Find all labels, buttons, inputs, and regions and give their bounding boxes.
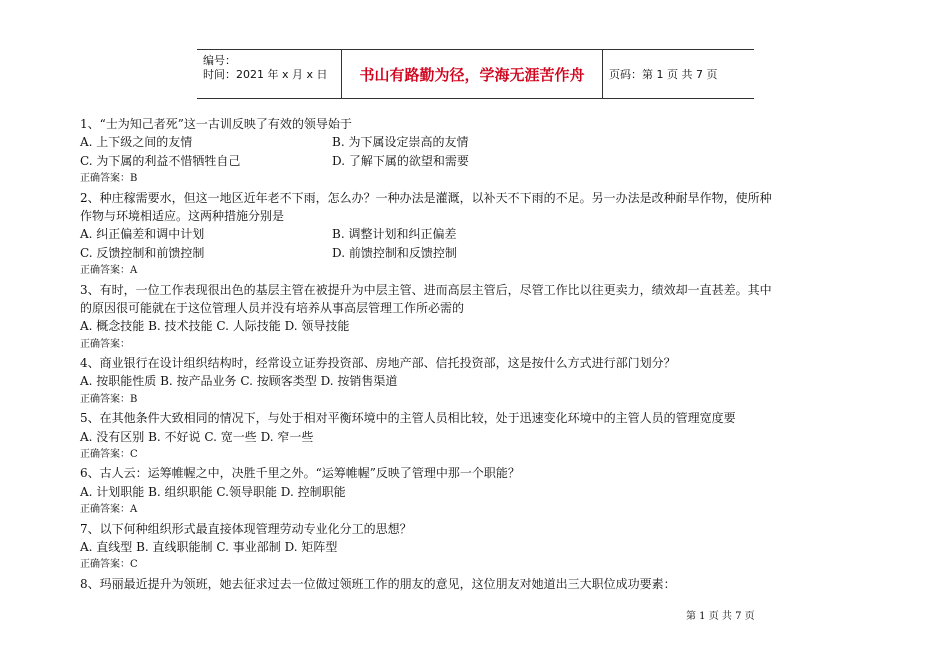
- header-meta-cell: [197, 50, 342, 98]
- header-motto: 书山有路勤为径，学海无涯苦作舟: [342, 50, 603, 98]
- question-4-text: 4、商业银行在设计组织结构时，经常设立证券投资部、房地产部、信托投资部，这是按什么方式进行部门划分？: [80, 356, 676, 371]
- question-6-options: A. 计划职能 B. 组织职能 C.领导职能 D. 控制职能: [80, 484, 346, 499]
- option-b: B. 调整计划和纠正偏差: [332, 227, 457, 242]
- question-5-options: A. 没有区别 B. 不好说 C. 宽一些 D. 窄一些: [80, 429, 314, 444]
- question-2-options-ab: [80, 225, 880, 243]
- question-3-answer: 正确答案：: [80, 338, 130, 350]
- option-a: A. 纠正偏差和调中计划: [80, 227, 205, 242]
- question-7-text: 7、以下何种组织形式最直接体现管理劳动专业化分工的思想？: [80, 521, 412, 536]
- header-page-info: 页码：第 1 页 共 7 页: [609, 68, 718, 81]
- option-d: D. 了解下属的欲望和需要: [332, 153, 469, 168]
- question-2-options-cd: [80, 244, 880, 262]
- option-c: C. 为下属的利益不惜牺牲自己: [80, 153, 241, 168]
- question-1-options-ab: [80, 133, 880, 151]
- document-number-label: 编号：: [203, 54, 236, 67]
- question-3-text-2: 的原因很可能就在于这位管理人员并没有培养从事高层管理工作所必需的: [80, 300, 465, 315]
- question-4-options: A. 按职能性质 B. 按产品业务 C. 按顾客类型 D. 按销售渠道: [80, 374, 398, 389]
- document-time-label: 时间：2021 年 x 月 x 日: [203, 68, 328, 81]
- option-d: D. 前馈控制和反馈控制: [332, 245, 457, 260]
- question-7-options: A. 直线型 B. 直线职能制 C. 事业部制 D. 矩阵型: [80, 539, 338, 554]
- option-c: C. 反馈控制和前馈控制: [80, 245, 205, 260]
- question-8-text: 8、玛丽最近提升为领班，她去征求过去一位做过领班工作的朋友的意见，这位朋友对她道出三大职位成功要素：: [80, 576, 676, 591]
- question-1-options-cd: [80, 152, 880, 170]
- question-2-text-1: 2、种庄稼需要水，但这一地区近年老不下雨，怎么办？一种办法是灌溉，以补天不下雨的不足。另一办法是改种耐旱作物，使所种: [80, 190, 772, 205]
- question-2-text-2: 作物与环境相适应。这两种措施分别是: [80, 208, 285, 223]
- document-header: [197, 49, 754, 99]
- question-4-answer: 正确答案：B: [80, 393, 138, 405]
- question-1-text: 1、“士为知己者死”这一古训反映了有效的领导始于: [80, 117, 352, 131]
- question-3-options: A. 概念技能 B. 技术技能 C. 人际技能 D. 领导技能: [80, 319, 350, 334]
- page-footer: 第 1 页 共 7 页: [686, 611, 755, 622]
- question-5-answer: 正确答案：C: [80, 449, 138, 461]
- question-3-text-1: 3、有时，一位工作表现很出色的基层主管在被提升为中层主管、进而高层主管后，尽管工作比以往更卖力，绩效却一直甚差。其中: [80, 282, 772, 297]
- question-1-answer: 正确答案：B: [80, 173, 138, 185]
- question-6-text: 6、古人云：运筹帷幄之中，决胜千里之外。“运筹帷幄”反映了管理中那一个职能？: [80, 466, 520, 481]
- question-6-answer: 正确答案：A: [80, 504, 138, 516]
- question-2-answer: 正确答案：A: [80, 265, 138, 277]
- question-list: [80, 115, 880, 593]
- option-b: B. 为下属设定崇高的友情: [332, 135, 469, 150]
- question-7-answer: 正确答案：C: [80, 559, 138, 571]
- question-5-text: 5、在其他条件大致相同的情况下，与处于相对平衡环境中的主管人员相比较，处于迅速变化环境中的主管人员的管理宽度要: [80, 411, 736, 426]
- option-a: A. 上下级之间的友情: [80, 135, 193, 150]
